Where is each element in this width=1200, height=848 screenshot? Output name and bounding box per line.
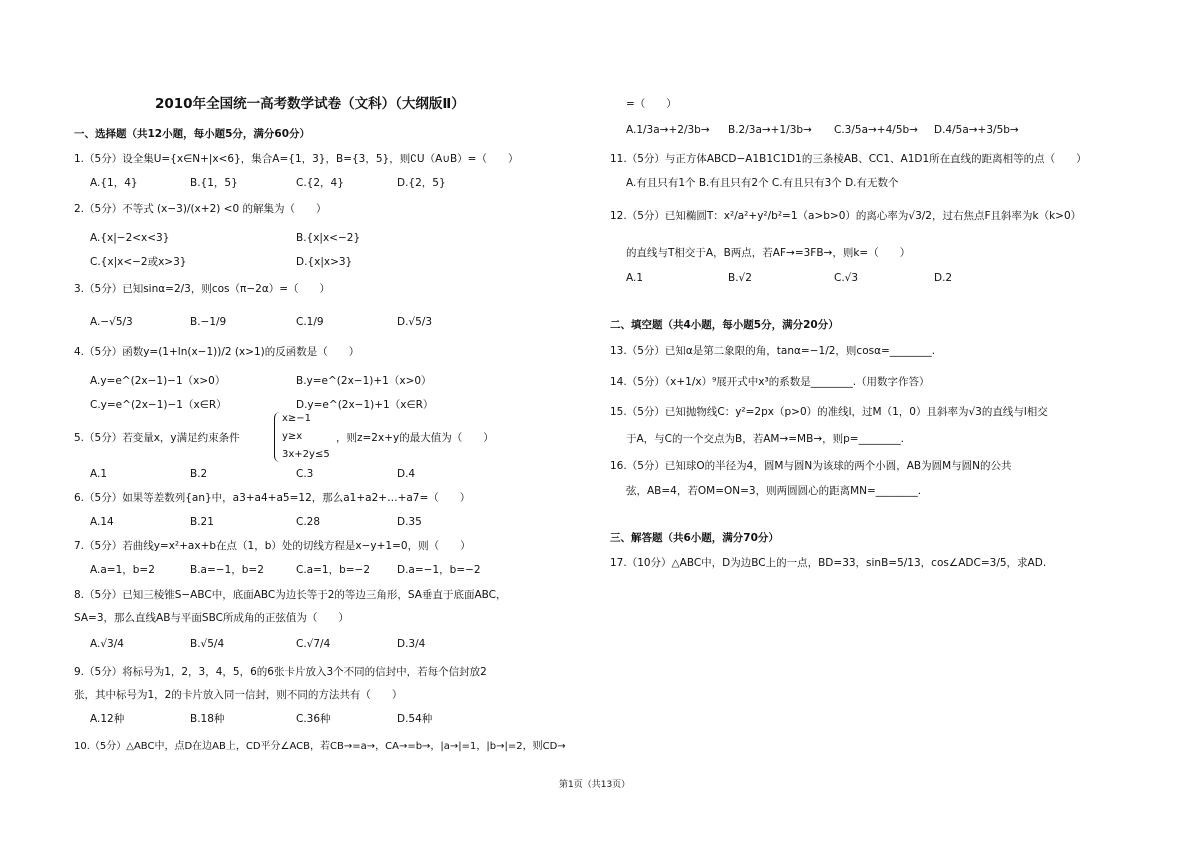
q9-option-c: C.36种 — [296, 713, 331, 725]
q6-option-c: C.28 — [296, 516, 321, 528]
question-8-line-1: 8.（5分）已知三棱锥S−ABC中，底面ABC为边长等于2的等边三角形，SA垂直于底面ABC， — [74, 589, 507, 601]
q4-option-b: B.y=e^(2x−1)+1（x>0） — [296, 375, 432, 387]
q2-option-d: D.{x|x>3} — [296, 256, 353, 268]
question-10: 10.（5分）△ABC中，点D在边AB上，CD平分∠ACB，若CB→=a→，CA→=b→，|a→|=1，|b→|=2，则CD→ — [74, 741, 566, 752]
q6-option-b: B.21 — [190, 516, 214, 528]
q1-option-d: D.{2，5} — [397, 177, 446, 189]
q8-option-d: D.3/4 — [397, 638, 426, 650]
q10-option-c: C.3/5a→+4/5b→ — [834, 124, 918, 136]
question-6: 6.（5分）如果等差数列{an}中，a3+a4+a5=12，那么a1+a2+…+a7=（ ） — [74, 492, 471, 504]
q8-option-b: B.√5/4 — [190, 638, 225, 650]
q5-option-c: C.3 — [296, 468, 314, 480]
q6-option-a: A.14 — [90, 516, 114, 528]
q5-constraint-1: x≥−1 — [282, 413, 312, 424]
question-12-line-1: 12.（5分）已知椭圆T：x²/a²+y²/b²=1（a>b>0）的离心率为√3/2，过右焦点F且斜率为k（k>0） — [610, 210, 1082, 222]
q3-option-a: A.−√5/3 — [90, 316, 133, 328]
q3-option-d: D.√5/3 — [397, 316, 433, 328]
question-9-line-1: 9.（5分）将标号为1，2，3，4，5，6的6张卡片放入3个不同的信封中，若每个信封放2 — [74, 666, 487, 678]
q5-constraint-2: y≥x — [282, 431, 303, 442]
q4-option-a: A.y=e^(2x−1)−1（x>0） — [90, 375, 226, 387]
q9-option-b: B.18种 — [190, 713, 225, 725]
question-13: 13.（5分）已知α是第二象限的角，tanα=−1/2，则cosα=________. — [610, 345, 936, 357]
q10-option-a: A.1/3a→+2/3b→ — [626, 124, 710, 136]
page-title: 2010年全国统一高考数学试卷（文科）（大纲版Ⅱ） — [155, 96, 465, 112]
question-16-line-2: 弦，AB=4，若OM=ON=3，则两圆圆心的距离MN=________. — [626, 485, 922, 497]
q8-option-c: C.√7/4 — [296, 638, 331, 650]
page-footer: 第1页（共13页） — [559, 780, 631, 790]
question-9-line-2: 张，其中标号为1，2的卡片放入同一信封，则不同的方法共有（ ） — [74, 689, 403, 701]
q2-option-c: C.{x|x<−2或x>3} — [90, 256, 187, 268]
section-heading-fill: 二、填空题（共4小题，每小题5分，满分20分） — [610, 319, 839, 331]
question-14: 14.（5分）（x+1/x）⁹展开式中x³的系数是________.（用数字作答） — [610, 376, 930, 388]
q1-option-c: C.{2，4} — [296, 177, 344, 189]
question-4: 4.（5分）函数y=(1+ln(x−1))/2 (x>1)的反函数是（ ） — [74, 346, 360, 358]
q1-option-b: B.{1，5} — [190, 177, 238, 189]
section-heading-choice: 一、选择题（共12小题，每小题5分，满分60分） — [74, 128, 311, 140]
question-8-line-2: SA=3，那么直线AB与平面SBC所成角的正弦值为（ ） — [74, 612, 349, 624]
q6-option-d: D.35 — [397, 516, 422, 528]
question-10-continued: =（ ） — [626, 98, 677, 110]
q12-option-d: D.2 — [934, 272, 953, 284]
q4-option-d: D.y=e^(2x−1)+1（x∈R） — [296, 399, 434, 411]
q12-option-a: A.1 — [626, 272, 644, 284]
question-1: 1.（5分）设全集U={x∈N+|x<6}，集合A={1，3}，B={3，5}，则∁U（A∪B）=（ ） — [74, 153, 519, 165]
q5-option-b: B.2 — [190, 468, 208, 480]
q12-option-c: C.√3 — [834, 272, 859, 284]
q10-option-b: B.2/3a→+1/3b→ — [728, 124, 812, 136]
q5-option-d: D.4 — [397, 468, 416, 480]
q9-option-a: A.12种 — [90, 713, 125, 725]
question-11: 11.（5分）与正方体ABCD−A1B1C1D1的三条棱AB、CC1、A1D1所在直线的距离相等的点（ ） — [610, 153, 1087, 165]
q10-option-d: D.4/5a→+3/5b→ — [934, 124, 1019, 136]
q2-option-a: A.{x|−2<x<3} — [90, 232, 170, 244]
q7-option-c: C.a=1，b=−2 — [296, 564, 371, 576]
question-2: 2.（5分）不等式 (x−3)/(x+2) <0 的解集为（ ） — [74, 203, 327, 215]
q8-option-a: A.√3/4 — [90, 638, 124, 650]
question-5-tail: ，则z=2x+y的最大值为（ ） — [336, 432, 494, 444]
question-12-line-2: 的直线与T相交于A，B两点，若AF→=3FB→，则k=（ ） — [626, 247, 911, 259]
question-3: 3.（5分）已知sinα=2/3，则cos（π−2α）=（ ） — [74, 283, 331, 295]
q9-option-d: D.54种 — [397, 713, 433, 725]
question-15-line-2: 于A，与C的一个交点为B，若AM→=MB→，则p=________. — [626, 433, 904, 445]
q11-options: A.有且只有1个 B.有且只有2个 C.有且只有3个 D.有无数个 — [626, 177, 899, 189]
q3-option-b: B.−1/9 — [190, 316, 227, 328]
question-17: 17.（10分）△ABC中，D为边BC上的一点，BD=33，sinB=5/13，cos∠ADC=3/5，求AD. — [610, 557, 1047, 569]
question-5: 5.（5分）若变量x，y满足约束条件 — [74, 432, 240, 444]
q3-option-c: C.1/9 — [296, 316, 324, 328]
q5-brace — [274, 412, 281, 462]
q7-option-d: D.a=−1，b=−2 — [397, 564, 481, 576]
q4-option-c: C.y=e^(2x−1)−1（x∈R） — [90, 399, 227, 411]
question-7: 7.（5分）若曲线y=x²+ax+b在点（1，b）处的切线方程是x−y+1=0，则（ ） — [74, 540, 471, 552]
q1-option-a: A.{1，4} — [90, 177, 138, 189]
q5-option-a: A.1 — [90, 468, 108, 480]
section-heading-solve: 三、解答题（共6小题，满分70分） — [610, 532, 779, 544]
q7-option-a: A.a=1，b=2 — [90, 564, 155, 576]
question-16-line-1: 16.（5分）已知球O的半径为4，圆M与圆N为该球的两个小圆，AB为圆M与圆N的公共 — [610, 460, 1012, 472]
q5-constraint-3: 3x+2y≤5 — [282, 449, 330, 460]
q7-option-b: B.a=−1，b=2 — [190, 564, 264, 576]
q2-option-b: B.{x|x<−2} — [296, 232, 361, 244]
q12-option-b: B.√2 — [728, 272, 752, 284]
question-15-line-1: 15.（5分）已知抛物线C：y²=2px（p>0）的准线l，过M（1，0）且斜率为√3的直线与l相交 — [610, 406, 1048, 418]
